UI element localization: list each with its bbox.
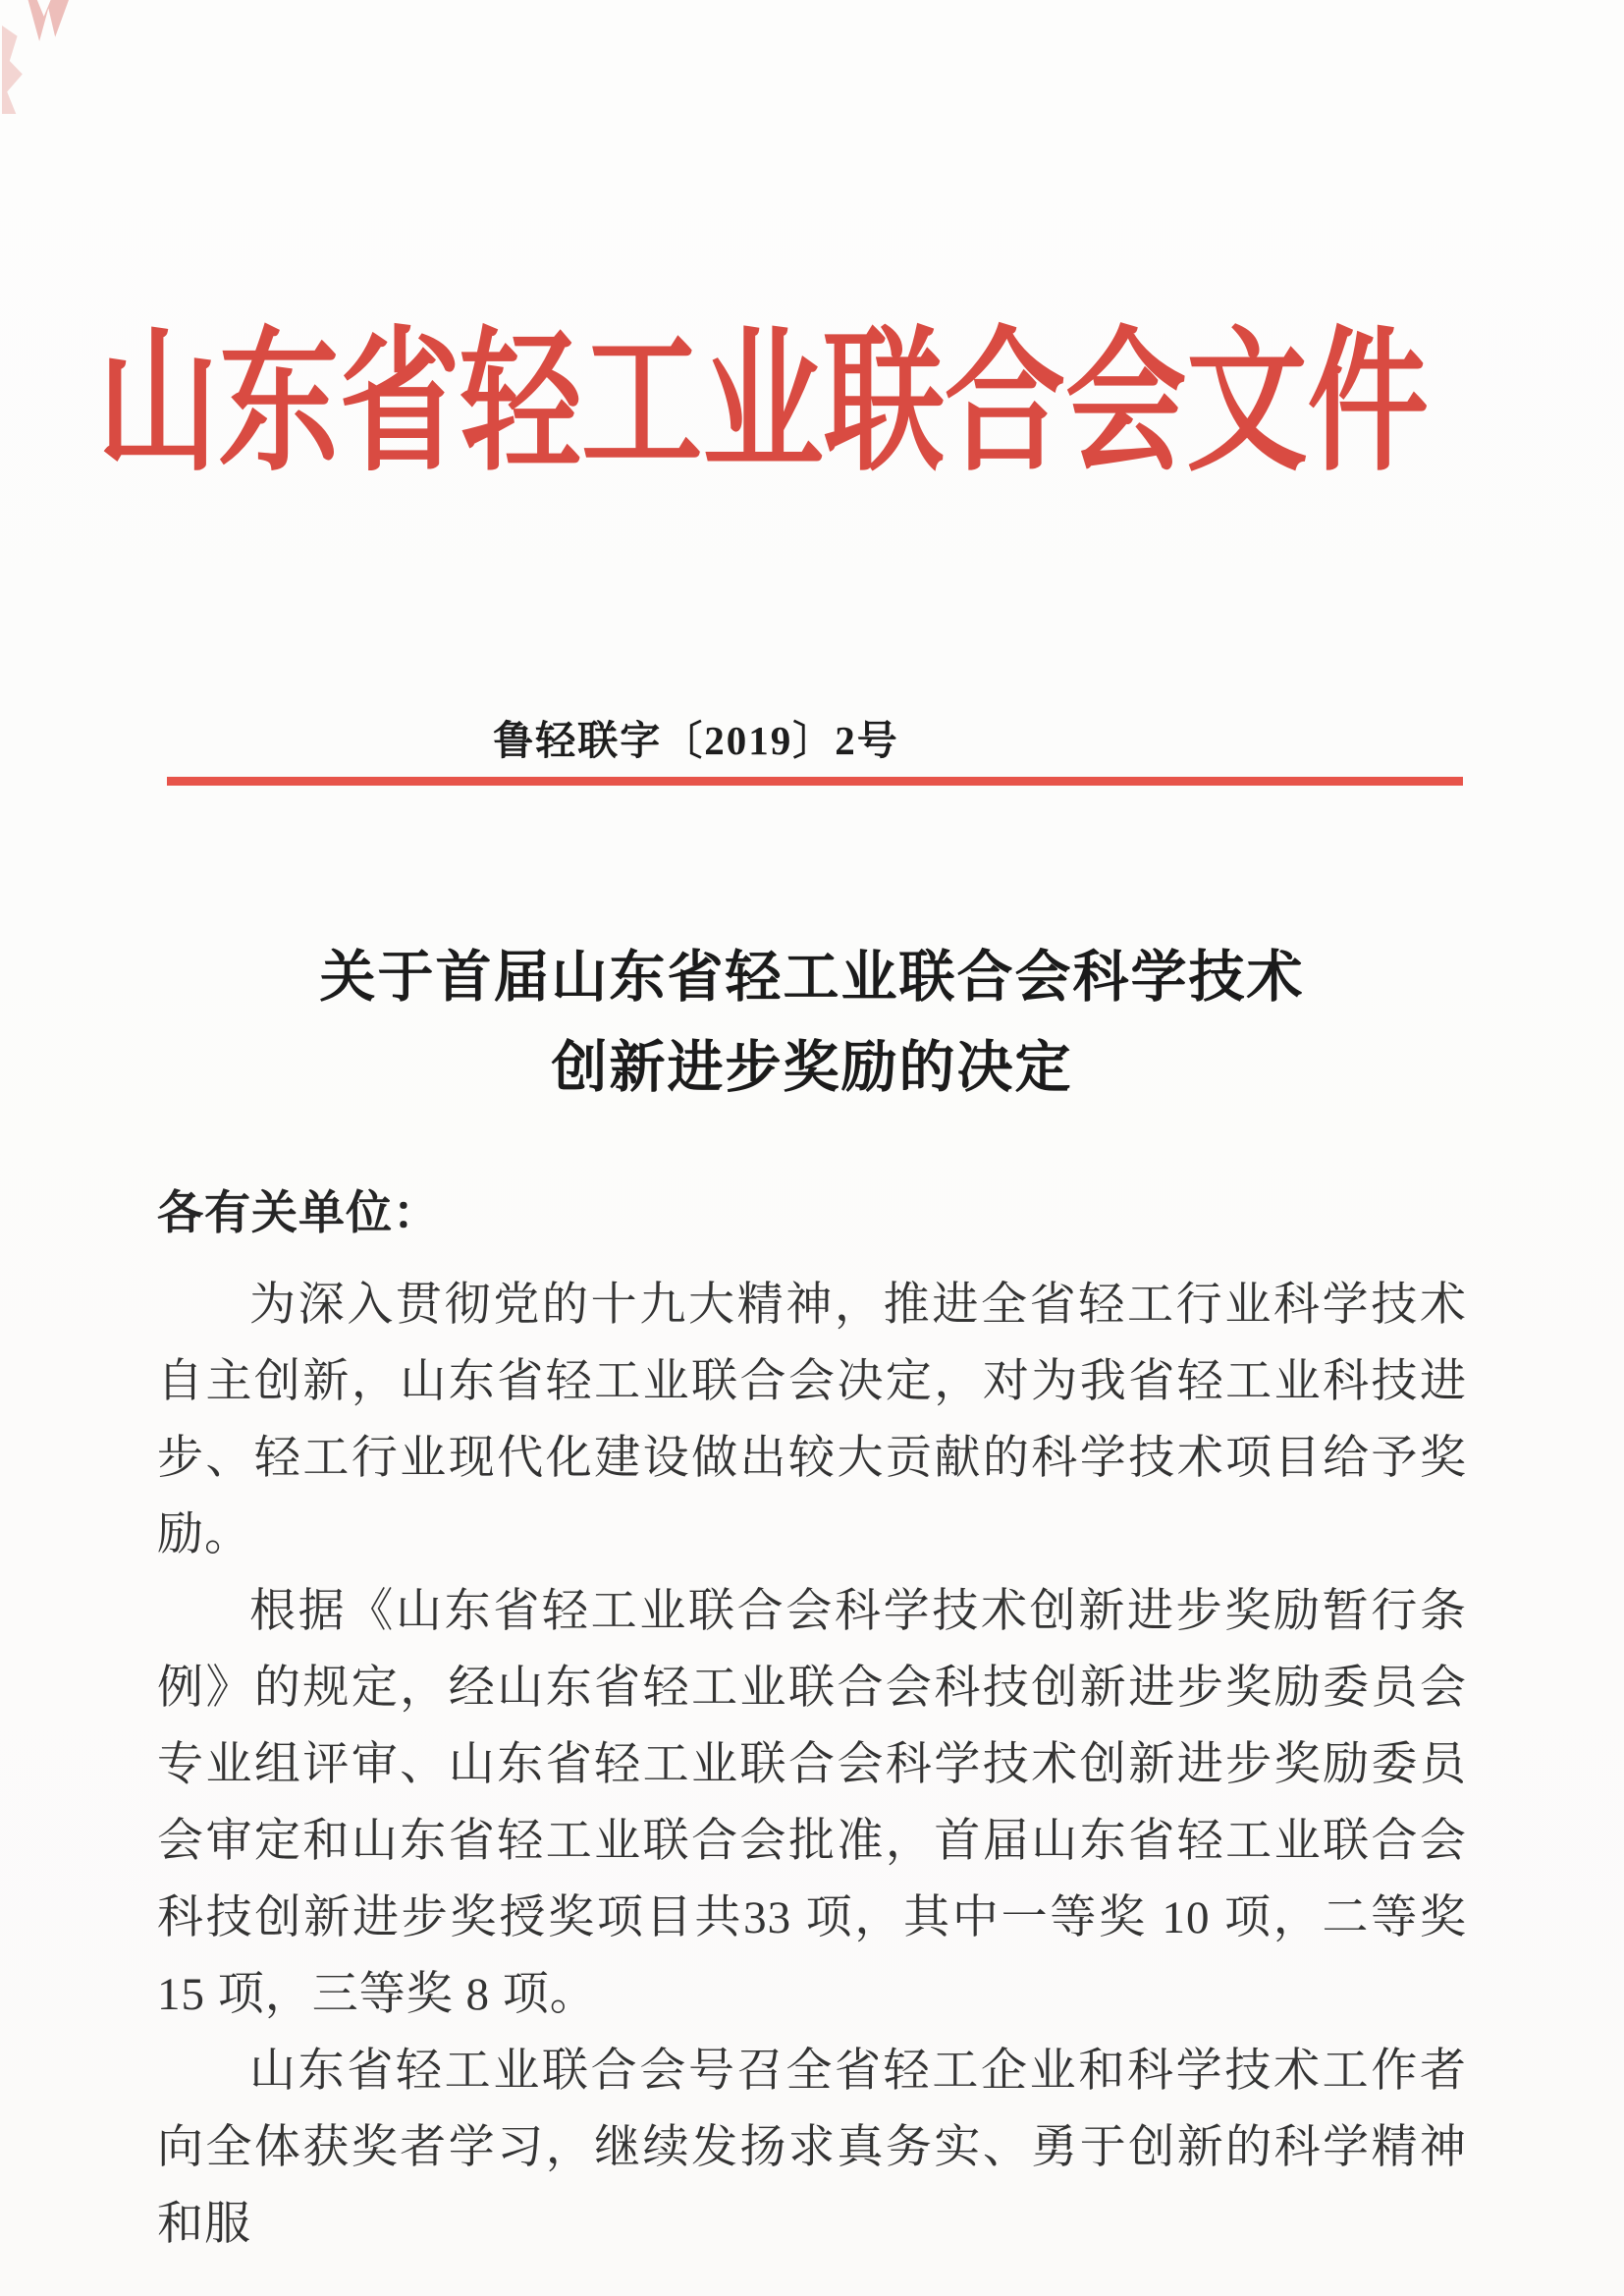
paragraph-2: 根据《山东省轻工业联合会科学技术创新进步奖励暂行条例》的规定，经山东省轻工业联合会科技创新进步奖励委员会专业组评审、山东省轻工业联合会科学技术创新进步奖励委员会审定和山东省轻工业联合会批准，首届山东省轻工业联合会科技创新进步奖授奖项目共33 项，其中一等奖 10 项，二等奖 15 项，三等奖 8 项。 — [157, 1586, 1467, 2020]
doc-number: 鲁轻联字〔2019〕2号 — [493, 718, 899, 763]
title-line-2: 创新进步奖励的决定 — [551, 1037, 1073, 1099]
salutation: 各有关单位： — [157, 1188, 440, 1239]
letterhead-title: 山东省轻工业联合会文件 — [97, 316, 1429, 489]
scan-artifact — [24, 0, 69, 41]
title-line-1: 关于首届山东省轻工业联合会科学技术 — [319, 947, 1305, 1009]
paragraph-1: 为深入贯彻党的十九大精神，推进全省轻工行业科学技术自主创新，山东省轻工业联合会决定，对为我省轻工业科技进步、轻工行业现代化建设做出较大贡献的科学技术项目给予奖励。 — [157, 1280, 1467, 1560]
letterhead — [97, 316, 1467, 489]
red-divider-rule — [167, 777, 1463, 786]
paragraph-3: 山东省轻工业联合会号召全省轻工企业和科学技术工作者向全体获奖者学习，继续发扬求真务实、勇于创新的科学精神和服 — [157, 2046, 1467, 2250]
scan-artifact — [2, 26, 27, 114]
document-title — [157, 933, 1467, 1114]
